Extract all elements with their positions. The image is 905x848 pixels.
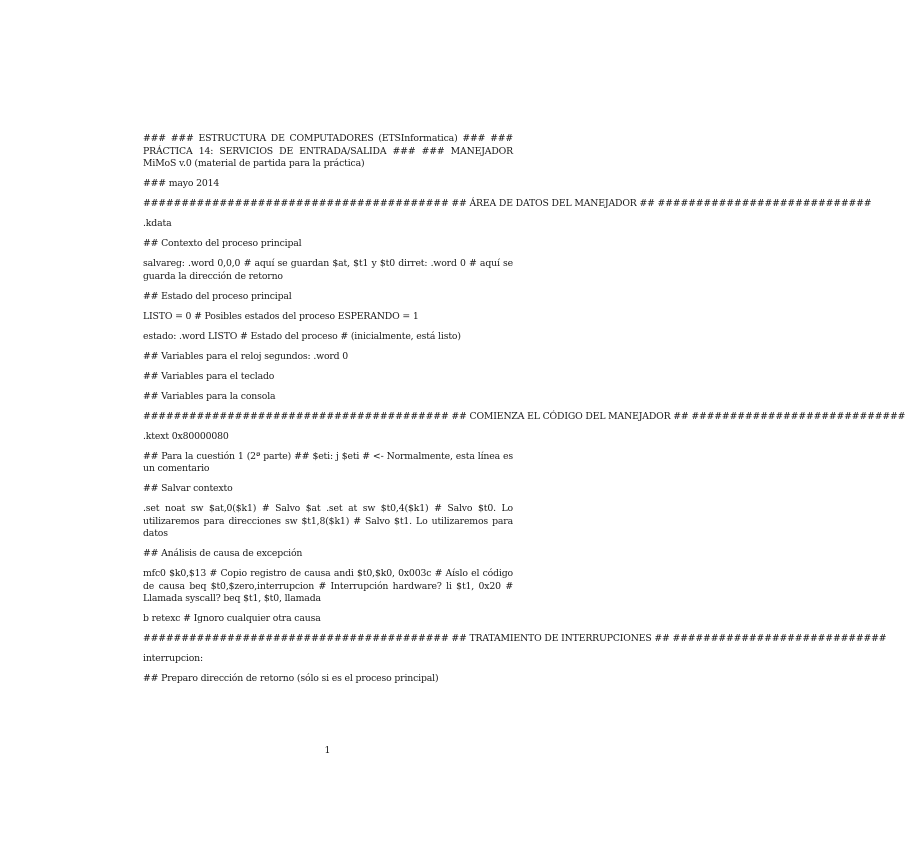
code-paragraph: LISTO = 0 # Posibles estados del proceso ESPERANDO = 1: [143, 310, 419, 322]
code-paragraph: mfc0 $k0,$13 # Copio registro de causa andi $t0,$k0, 0x003c # Aíslo el código de causa beq $t0,$zero,interrupcion # Interrupción hardware? li $t1, 0x20 # Llamada syscall? beq $t1, $t0, llamada: [143, 568, 513, 605]
document-body: [143, 133, 905, 693]
page-number: 1: [324, 745, 331, 756]
comment-paragraph: ## Análisis de causa de excepción: [143, 548, 303, 560]
code-paragraph: .ktext 0x80000080: [143, 430, 229, 442]
comment-paragraph: ## Variables para el reloj segundos: .word 0: [143, 350, 349, 362]
code-paragraph: estado: .word LISTO # Estado del proceso # (inicialmente, está listo): [143, 330, 461, 342]
comment-paragraph: ## Variables para el teclado: [143, 370, 275, 382]
section-banner-interrupts: ######################################## ## TRATAMIENTO DE INTERRUPCIONES ## ############################: [143, 633, 887, 645]
section-banner-data-area: ######################################## ## ÁREA DE DATOS DEL MANEJADOR ## ############################: [143, 198, 872, 210]
code-paragraph: ## Para la cuestión 1 (2ª parte) ## $eti: j $eti # <- Normalmente, esta línea es un comentario: [143, 450, 513, 475]
code-paragraph: .kdata: [143, 218, 172, 230]
comment-paragraph: ## Preparo dirección de retorno (sólo si es el proceso principal): [143, 673, 439, 685]
label-paragraph: interrupcion:: [143, 653, 203, 665]
code-paragraph: .set noat sw $at,0($k1) # Salvo $at .set at sw $t0,4($k1) # Salvo $t0. Lo utilizaremos para direcciones sw $t1,8($k1) # Salvo $t1. Lo utilizaremos para datos: [143, 503, 513, 540]
code-paragraph: salvareg: .word 0,0,0 # aquí se guardan $at, $t1 y $t0 dirret: .word 0 # aquí se guarda la dirección de retorno: [143, 258, 513, 282]
section-banner-code: ######################################## ## COMIENZA EL CÓDIGO DEL MANEJADOR ## ############################: [143, 410, 905, 422]
comment-paragraph: ## Estado del proceso principal: [143, 290, 292, 302]
date-paragraph: ### mayo 2014: [143, 178, 220, 190]
comment-paragraph: ## Variables para la consola: [143, 390, 276, 402]
comment-paragraph: ## Salvar contexto: [143, 483, 233, 495]
header-paragraph: ### ### ESTRUCTURA DE COMPUTADORES (ETSInformatica) ### ### PRÁCTICA 14: SERVICIOS DE ENTRADA/SALIDA ### ### MANEJADOR MiMoS v.0 (material de partida para la práctica): [143, 133, 513, 170]
comment-paragraph: ## Contexto del proceso principal: [143, 238, 302, 250]
code-paragraph: b retexc # Ignoro cualquier otra causa: [143, 613, 321, 625]
